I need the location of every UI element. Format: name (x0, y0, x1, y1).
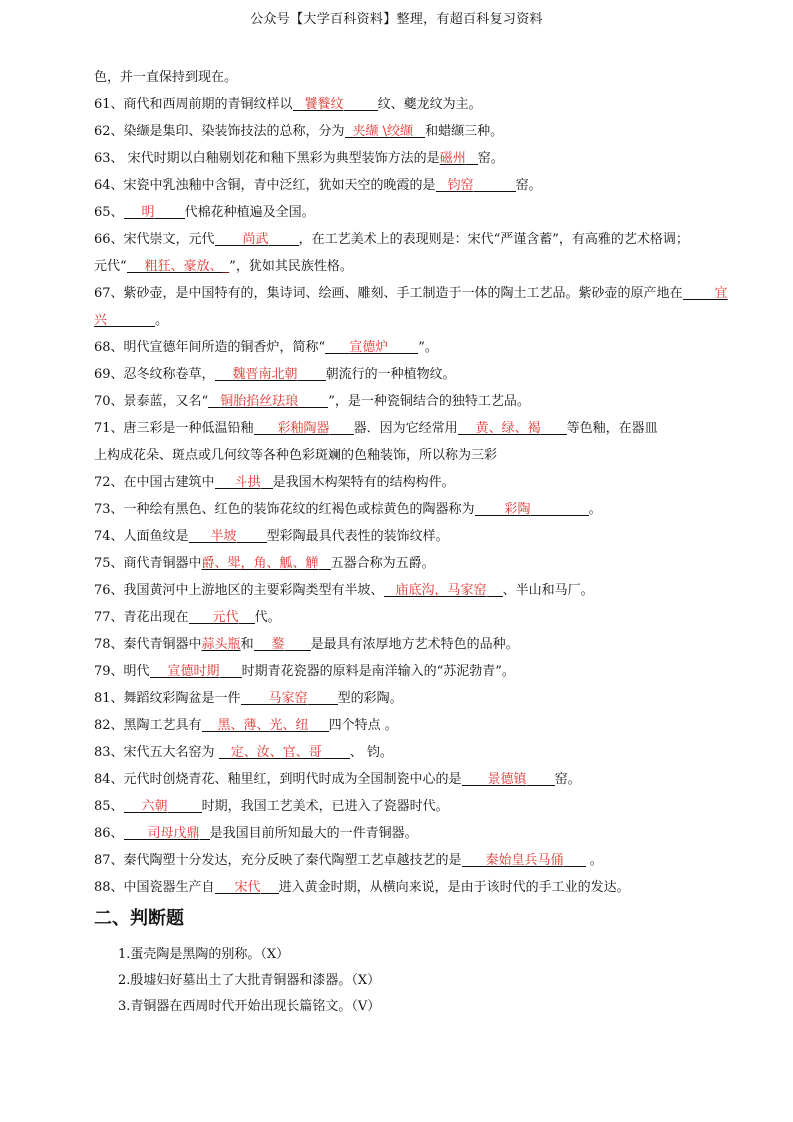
list-item: 83、宋代五大名窑为 定、汝、官、哥 、 钧。 (94, 745, 393, 760)
list-item: 82、黑陶工艺具有 黑、薄、光、纽 四个特点 。 (94, 718, 398, 733)
list-item: 81、舞蹈纹彩陶盆是一件 马家窑 型的彩陶。 (94, 691, 403, 706)
answer: 宋代 (234, 880, 261, 895)
list-item: 兴 。 (94, 313, 169, 328)
list-item: 85、 六朝 时期，我国工艺美术，已进入了瓷器时代。 (94, 799, 449, 814)
list-item: 79、明代 宣德时期 时期青花瓷器的原料是南洋输入的“苏泥勃青”。 (94, 664, 515, 679)
list-item: 70、景泰蓝，又名“ 铜胎掐丝珐琅 ”，是一种瓷铜结合的独特工艺品。 (94, 394, 530, 409)
list-item: 76、我国黄河中上游地区的主要彩陶类型有半坡、 庙底沟，马家窑 、半山和马厂。 (94, 583, 594, 598)
list-item: 78、秦代青铜器中蒜头瓶和 鍪 是最具有浓厚地方艺术特色的品种。 (94, 637, 519, 652)
answer: 黄、绿、褐 (475, 421, 541, 436)
true-false-list (118, 942, 380, 1020)
list-item: 62、染缬是集印、染装饰技法的总称，分为 夹缬 \绞缬 和蜡缬三种。 (94, 124, 504, 139)
answer: 钧窑 (447, 178, 474, 193)
list-item: 67、紫砂壶，是中国特有的，集诗词、绘画、雕刻、手工制造于一体的陶土工艺品。紫砂壶的原产地在 宜 (94, 286, 728, 301)
answer: 定、汝、官、哥 (230, 745, 322, 760)
list-item: 上构成花朵、斑点或几何纹等各种色彩斑斓的色釉装饰，所以称为三彩 (94, 448, 498, 463)
answer: 魏晋南北朝 (232, 367, 298, 382)
answer: 饕餮纹 (304, 97, 344, 112)
answer: 秦始皇兵马俑 (485, 853, 564, 868)
list-item: 74、人面鱼纹是 半坡 型彩陶最具代表性的装饰纹样。 (94, 529, 449, 544)
list-item: 88、中国瓷器生产自 宋代 进入黄金时期，从横向来说，是由于该时代的手工业的发达。 (94, 880, 630, 895)
answer: 尚武 (242, 232, 269, 247)
answer: 磁州 (439, 151, 466, 166)
list-item: 63、 宋代时期以白釉剔划花和釉下黑彩为典型装饰方法的是磁州 窑。 (94, 151, 504, 166)
page-header: 公众号【大学百科资料】整理，有超百科复习资料 (250, 12, 543, 27)
list-item: 71、唐三彩是一种低温铅釉 彩釉陶器 器．因为它经常用 黄、绿、褐 等色釉，在器皿 (94, 421, 658, 436)
answer: 铜胎掐丝珐琅 (220, 394, 299, 409)
answer: 景德镇 (487, 772, 527, 787)
answer: 彩陶 (504, 502, 531, 517)
answer: 爵、斝，角、觚、觯 (201, 556, 319, 571)
list-item: 72、在中国古建筑中 斗拱 是我国木构架特有的结构构件。 (94, 475, 455, 490)
answer: 宜 (714, 286, 728, 301)
answer: 斗拱 (234, 475, 261, 490)
list-item: 3.青铜器在西周时代开始出现长篇铭文。（V） (118, 999, 381, 1014)
answer: 宣德时期 (167, 664, 220, 679)
answer: 庙底沟，马家窑 (395, 583, 487, 598)
list-item: 64、宋瓷中乳浊釉中含铜，青中泛红，犹如天空的晚霞的是 钧窑 窑。 (94, 178, 542, 193)
list-item: 75、商代青铜器中爵、斝，角、觚、觯 五器合称为五爵。 (94, 556, 435, 571)
list-item: 65、 明 代棉花种植遍及全国。 (94, 205, 315, 220)
answer: 粗狂、豪放、_ (144, 259, 230, 274)
answer: 宣德炉 (349, 340, 389, 355)
list-item: 61、商代和西周前期的青铜纹样以 饕餮纹 纹、夔龙纹为主。 (94, 97, 482, 112)
answer: 兴 (94, 313, 108, 328)
list-item: 84、元代时创烧青花、釉里红，到明代时成为全国制瓷中心的是 景德镇 窑。 (94, 772, 581, 787)
list-item: 68、明代宣德年间所造的铜香炉，简称“ 宣德炉 ”。 (94, 340, 438, 355)
list-item: 元代“ 粗狂、豪放、_”，犹如其民族性格。 (94, 259, 353, 274)
list-item: 73、一种绘有黑色、红色的装饰花纹的红褐色或棕黄色的陶器称为 彩陶 。 (94, 502, 602, 517)
answer: 蒜头瓶 (201, 637, 241, 652)
list-item: 86、 司母戊鼎 是我国目前所知最大的一件青铜器。 (94, 826, 418, 841)
answer: 元代 (212, 610, 239, 625)
answer: 鍪 (271, 637, 285, 652)
answer: 彩釉陶器 (277, 421, 330, 436)
list-item: 69、忍冬纹称卷草， 魏晋南北朝 朝流行的一种植物纹。 (94, 367, 456, 382)
list-item: 66、宋代崇文，元代 尚武 ，在工艺美术上的表现则是：宋代“严谨含蓄”，有高雅的艺术格调； (94, 232, 689, 247)
list-item: 2.殷墟妇好墓出土了大批青铜器和漆器。（X） (118, 973, 381, 988)
answer: 六朝 (141, 799, 168, 814)
answer: 明 (141, 205, 155, 220)
answer: 半坡 (210, 529, 237, 544)
section-title: 二、判断题 (94, 908, 184, 929)
list-item: 1.蛋壳陶是黑陶的别称。（X） (118, 947, 290, 962)
answer: 司母戊鼎 (147, 826, 200, 841)
list-item: 87、秦代陶塑十分发达，充分反映了秦代陶塑工艺卓越技艺的是 秦始皇兵马俑 。 (94, 853, 603, 868)
answer: 黑、薄、光、纽 (217, 718, 309, 733)
list-item: 色，并一直保持到现在。 (94, 70, 238, 85)
list-item: 77、青花出现在 元代 代。 (94, 610, 281, 625)
fill-in-blank-list (94, 64, 744, 901)
answer: 马家窑 (268, 691, 308, 706)
answer: 夹缬 \绞缬 (352, 124, 414, 139)
